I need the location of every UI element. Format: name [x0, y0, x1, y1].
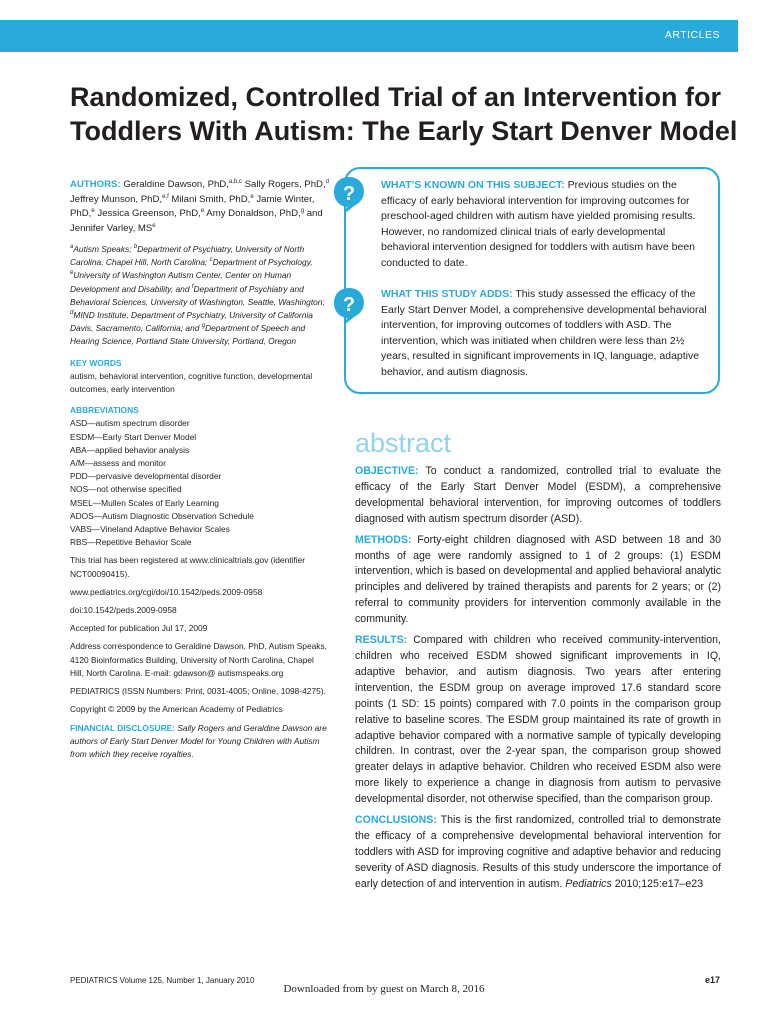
abbreviation-item: PDD—pervasive developmental disorder [70, 471, 222, 482]
study-adds-label: WHAT THIS STUDY ADDS: [381, 288, 513, 300]
citation-journal: Pediatrics [565, 877, 612, 890]
affiliation: Department of Speech and Hearing Science, Portland State University, Portland, Oregon [70, 323, 306, 347]
affiliation-sup: d [70, 310, 74, 317]
abbreviation-item: ABA—applied behavior analysis [70, 444, 190, 455]
author: Sally Rogers, PhD, [244, 179, 326, 190]
affiliation-sup: g [201, 323, 206, 330]
objective-text: To conduct a randomized, controlled trial to evaluate the efficacy of the Early Start Denver Model (ESDM), a comprehensive developmental behavioral intervention, for improving outcomes of toddlers diagnosed with autism spectrum disorder (ASD). [355, 465, 721, 525]
correspondence-address: Address correspondence to Geraldine Dawson, PhD, Autism Speaks, 4120 Bioinformatics Building, University of North Carolina, Chapel Hill, North Carolina. E-mail: gdawson@ autismspeaks.org [70, 641, 327, 678]
abbreviations-heading: ABBREVIATIONS [70, 405, 139, 416]
keywords-heading: KEY WORDS [70, 357, 122, 368]
issn-info: PEDIATRICS (ISSN Numbers: Print, 0031-4005; Online, 1098-4275). [70, 686, 326, 697]
author-sup: a,b,c [228, 178, 242, 185]
whats-known-text: Previous studies on the efficacy of early behavioral intervention for improving outcomes for preschool-aged children with autism have yielded promising results. However, no randomized clinical trials of early developmental behavioral intervention designed for toddlers with autism have been conducted to date. [381, 179, 696, 269]
article-title-line-2: Toddlers With Autism: The Early Start Denver Model [70, 116, 738, 146]
keywords-text: autism, behavioral intervention, cognitive function, developmental outcomes, early intervention [70, 370, 313, 395]
abbreviations-list [70, 417, 330, 549]
methods-label: METHODS: [355, 533, 412, 546]
author: Geraldine Dawson, PhD, [123, 179, 229, 190]
trial-registration: This trial has been registered at www.clinicaltrials.gov (identifier NCT00090415). [70, 555, 306, 579]
author: Jessica Greenson, PhD, [97, 208, 201, 219]
affiliation: Department of Psychology, [212, 257, 313, 268]
study-adds-section [381, 287, 711, 380]
author-sup: e [152, 222, 156, 229]
author-sup: d [325, 178, 329, 185]
affiliation: MIND Institute, Department of Psychiatry, University of California Davis, Sacramento, California; and [70, 310, 313, 334]
objective-label: OBJECTIVE: [355, 465, 419, 477]
download-note: Downloaded from by guest on March 8, 2016 [283, 983, 485, 995]
methods-text: Forty-eight children diagnosed with ASD between 18 and 30 months of age were randomly assigned to 1 of 2 groups: (1) ESDM intervention, which is based on developmental and applied behavioral analytic principles and delivered by trained therapists and parents for 2 years; or (2) referral to community providers for intervention commonly available in the community. [355, 533, 721, 626]
author: Amy Donaldson, PhD, [206, 208, 301, 219]
author: Jeffrey Munson, PhD, [70, 193, 163, 205]
abbreviation-item: NOS—not otherwise specified [70, 484, 182, 495]
affiliations [70, 243, 330, 349]
article-title [70, 80, 750, 148]
author-sup: e [200, 207, 205, 214]
article-url[interactable]: www.pediatrics.org/cgi/doi/10.1542/peds.2009-0958 [70, 586, 263, 597]
author-sup: g [300, 207, 305, 214]
author-sup: e [91, 207, 95, 214]
affiliation: University of Washington Autism Center, Center on Human Development and Disability, and [70, 270, 292, 294]
author-list [70, 178, 330, 236]
abstract-results [355, 633, 721, 808]
affiliation: Department of Psychiatry, University of North Carolina, Chapel Hill, North Carolina; [70, 244, 305, 268]
abstract-conclusions [355, 813, 721, 893]
svg-text:?: ? [342, 294, 356, 316]
abbreviation-item: A/M—assess and monitor [70, 458, 166, 469]
abstract-body [355, 464, 721, 898]
question-bubble-icon [332, 175, 366, 215]
section-label: ARTICLES [664, 29, 720, 41]
footer-journal-info: PEDIATRICS Volume 125, Number 1, January 2010 [70, 976, 255, 985]
whats-known-label: WHAT'S KNOWN ON THIS SUBJECT: [381, 179, 565, 191]
page-number: e17 [704, 975, 720, 985]
author-sup: e,f [162, 193, 169, 200]
citation-reference: 2010;125:e17–e23 [614, 877, 704, 890]
conclusions-text: This is the first randomized, controlled trial to demonstrate the efficacy of a comprehensive developmental behavioral intervention for toddlers with ASD for improving cognitive and adaptive behavior and reducing severity of ASD diagnosis. Results of this study underscore the importance of early detection of and intervention in autism. [355, 814, 721, 890]
whats-known-section [381, 178, 711, 271]
author: Jamie Winter, PhD, [70, 193, 315, 219]
section-banner [0, 20, 738, 52]
study-adds-text: This study assessed the efficacy of the Early Start Denver Model, a comprehensive developmental behavioral intervention, for improving outcomes of toddlers with ASD. The intervention, which was initiated when children were less than 2½ years, resulted in significant improvements in IQ, language, adaptive behavior, and autism diagnosis. [381, 288, 707, 378]
affiliation-sup: b [133, 244, 138, 251]
affiliation: Department of Psychiatry and Behavioral Sciences, University of Washington, Seattle, Washington; [70, 283, 325, 307]
affiliation-sup: e [70, 270, 74, 277]
results-text: Compared with children who received community-intervention, children who received ESDM showed significant improvements in IQ, adaptive behavior, and autism diagnosis. Two years after entering intervention, the ESDM group on average improved 17.6 standard score points (1 SD: 15 points) compared with 7.0 points in the comparison group relative to baseline scores. The ESDM group maintained its rate of growth in adaptive behavior compared with a normative sample of typically developing children. In contrast, over the 2-year span, the comparison group showed greater delays in adaptive behavior. Children who received ESDM also were more likely to experience a change in diagnosis from autism to pervasive developmental disorder, not otherwise specified, than the comparison group. [355, 634, 721, 806]
affiliation: Autism Speaks; [73, 244, 134, 254]
financial-disclosure-text: Sally Rogers and Geraldine Dawson are authors of Early Start Denver Model for Young Children with Autism from which they receive royalties. [70, 722, 327, 759]
authors-label: AUTHORS: [70, 179, 121, 190]
article-info-column [70, 178, 330, 761]
financial-disclosure [70, 722, 330, 762]
abbreviation-item: VABS—Vineland Adaptive Behavior Scales [70, 524, 230, 535]
article-doi: doi:10.1542/peds.2009-0958 [70, 605, 177, 616]
abstract-methods [355, 533, 721, 628]
article-title-line-1: Randomized, Controlled Trial of an Intervention for [70, 82, 722, 112]
question-bubble-icon [332, 286, 366, 326]
abbreviation-item: ESDM—Early Start Denver Model [70, 431, 197, 442]
abbreviation-item: ADOS—Autism Diagnostic Observation Schedule [70, 510, 254, 521]
abbreviation-item: RBS—Repetitive Behavior Scale [70, 537, 192, 548]
author: Milani Smith, PhD, [171, 193, 251, 205]
author: and Jennifer Varley, MS [70, 208, 323, 234]
affiliation-sup: f [191, 283, 194, 290]
abbreviation-item: MSEL—Mullen Scales of Early Learning [70, 497, 219, 508]
affiliation-sup: c [209, 257, 213, 264]
accepted-date: Accepted for publication Jul 17, 2009 [70, 623, 208, 634]
abbreviation-item: ASD—autism spectrum disorder [70, 418, 190, 429]
copyright-notice: Copyright © 2009 by the American Academy of Pediatrics [70, 704, 283, 715]
svg-text:?: ? [342, 183, 356, 205]
results-label: RESULTS: [355, 634, 408, 647]
abstract-heading: abstract [355, 428, 452, 458]
author-sup: e [250, 193, 254, 200]
conclusions-label: CONCLUSIONS: [355, 814, 437, 827]
abstract-objective [355, 464, 721, 528]
financial-disclosure-label: FINANCIAL DISCLOSURE: [70, 722, 175, 733]
affiliation-sup: a [70, 244, 74, 251]
